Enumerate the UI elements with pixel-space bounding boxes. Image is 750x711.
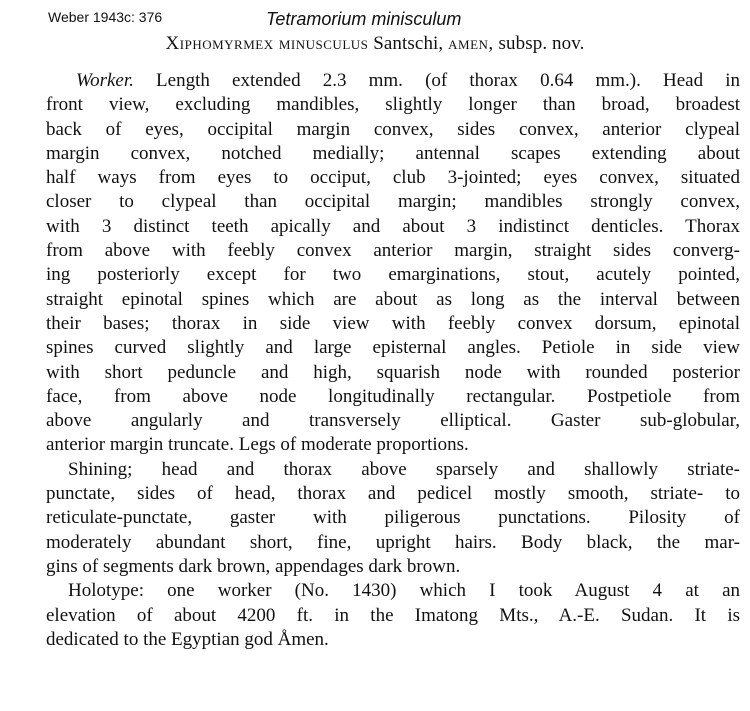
source-citation: Weber 1943c: 376 <box>48 9 163 25</box>
text-line: margin convex, notched medially; antennal scapes extending about <box>46 142 740 164</box>
text-line: Holotype: one worker (No. 1430) which I took August 4 at an <box>68 580 740 602</box>
holotype-paragraph <box>46 579 740 652</box>
text-line: dedicated to the Egyptian god Åmen. <box>46 628 329 650</box>
text-line: back of eyes, occipital margin convex, sides convex, anterior clypeal <box>46 118 740 140</box>
text-line: ing posteriorly except for two emarginations, stout, acutely pointed, <box>46 264 740 286</box>
heading-status: subsp. nov. <box>498 33 585 54</box>
text-line: their bases; thorax in side view with feebly convex dorsum, epinotal <box>46 312 740 334</box>
taxon-name: Tetramorium minisculum <box>266 9 462 29</box>
text-line: Shining; head and thorax above sparsely and shallowly striate- <box>68 458 740 480</box>
text-line: gins of segments dark brown, appendages dark brown. <box>46 555 461 577</box>
heading-genus-species: Xiphomyrmex minusculus <box>165 33 369 54</box>
text-line: elevation of about 4200 ft. in the Imatong Mts., A.-E. Sudan. It is <box>46 604 740 626</box>
text-line: front view, excluding mandibles, slightly longer than broad, broadest <box>46 94 740 116</box>
heading-subspecies: amen, <box>448 33 494 54</box>
text-line: with 3 distinct teeth apically and about 3 indistinct denticles. Thorax <box>46 215 740 237</box>
text-line: punctate, sides of head, thorax and pedicel mostly smooth, striate- to <box>46 483 740 505</box>
heading-author: Santschi, <box>373 33 444 54</box>
text-line: closer to clypeal than occipital margin; mandibles strongly convex, <box>46 191 740 213</box>
text-line: straight epinotal spines which are about as long as the interval between <box>46 288 740 310</box>
text-line-content: Length extended 2.3 mm. (of thorax 0.64 mm.). Head in <box>156 70 741 91</box>
text-line: anterior margin truncate. Legs of moderate proportions. <box>46 434 469 456</box>
text-line: spines curved slightly and large episternal angles. Petiole in side view <box>46 337 740 359</box>
text-line: half ways from eyes to occiput, club 3-jointed; eyes convex, situated <box>46 167 740 189</box>
worker-label: Worker. <box>76 70 134 91</box>
text-line: moderately abundant short, fine, upright hairs. Body black, the mar- <box>46 531 740 553</box>
text-line: with short peduncle and high, squarish node with rounded posterior <box>46 361 740 383</box>
text-line: above angularly and transversely elliptical. Gaster sub-globular, <box>46 410 740 432</box>
text-line: face, from above node longitudinally rectangular. Postpetiole from <box>46 385 740 407</box>
sculpture-paragraph <box>46 458 740 579</box>
worker-paragraph <box>46 69 740 458</box>
text-line: reticulate-punctate, gaster with piligerous punctations. Pilosity of <box>46 507 740 529</box>
text-line <box>46 69 740 93</box>
description-body <box>46 69 740 652</box>
text-line: from above with feebly convex anterior margin, straight sides converg- <box>46 240 740 262</box>
description-heading <box>0 33 750 55</box>
